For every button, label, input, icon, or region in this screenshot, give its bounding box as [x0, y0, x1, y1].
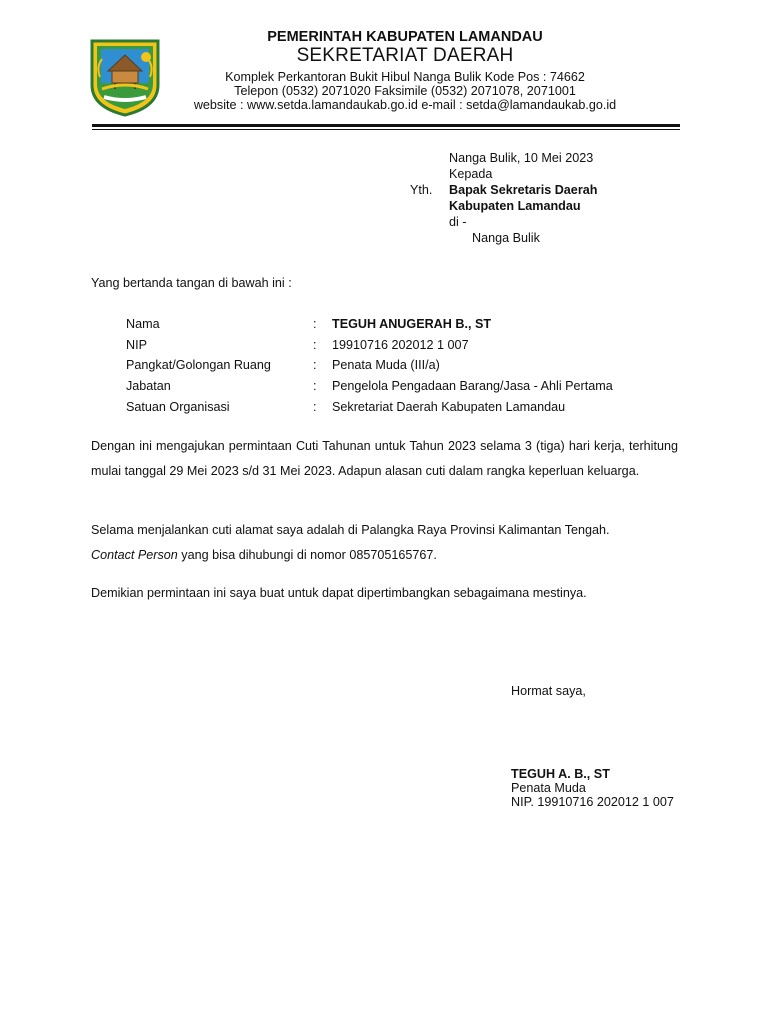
- field-colon: :: [313, 338, 317, 352]
- field-value: 19910716 202012 1 007: [332, 338, 469, 352]
- field-value: Sekretariat Daerah Kabupaten Lamandau: [332, 400, 566, 414]
- di-label: di -: [449, 215, 467, 229]
- office-address: Komplek Perkantoran Bukit Hibul Nanga Bulik Kode Pos : 74662: [225, 70, 585, 84]
- field-label: Jabatan: [126, 379, 171, 393]
- field-value: TEGUH ANUGERAH B., ST: [332, 317, 492, 331]
- field-label: Pangkat/Golongan Ruang: [126, 358, 271, 372]
- intro-text: Yang bertanda tangan di bawah ini :: [91, 276, 292, 290]
- letterhead-divider-thin: [92, 129, 680, 130]
- field-value: Pengelola Pengadaan Barang/Jasa - Ahli Pertama: [332, 379, 613, 393]
- leave-request-paragraph: Dengan ini mengajukan permintaan Cuti Tahunan untuk Tahun 2023 selama 3 (tiga) hari kerja, terhitung mulai tanggal 29 Mei 2023 s/d 31 Mei 2023. Adapun alasan cuti dalam rangka keperluan keluarga.: [91, 439, 678, 478]
- address-contact-paragraph: [91, 518, 678, 568]
- field-label: Satuan Organisasi: [126, 400, 230, 414]
- field-colon: :: [313, 358, 317, 372]
- address-sentence: Selama menjalankan cuti alamat saya adalah di Palangka Raya Provinsi Kalimantan Tengah.: [91, 523, 610, 537]
- field-label: Nama: [126, 317, 160, 331]
- contact-sentence: [91, 543, 678, 568]
- contact-number-text: yang bisa dihubungi di nomor 085705165767.: [177, 548, 437, 562]
- recipient-city: Nanga Bulik: [472, 231, 540, 245]
- field-colon: :: [313, 400, 317, 414]
- contact-person-term: Contact Person: [91, 548, 178, 562]
- recipient-office: Kabupaten Lamandau: [449, 199, 581, 213]
- gov-name: PEMERINTAH KABUPATEN LAMANDAU: [267, 29, 543, 45]
- field-label: NIP: [126, 338, 147, 352]
- to-label: Kepada: [449, 167, 493, 181]
- closing-paragraph: Demikian permintaan ini saya buat untuk dapat dipertimbangkan sebagaimana mestinya.: [91, 586, 587, 600]
- office-name: SEKRETARIAT DAERAH: [296, 45, 514, 66]
- field-colon: :: [313, 317, 317, 331]
- yth-label: Yth.: [410, 183, 433, 197]
- signatory-nip: NIP. 19910716 202012 1 007: [511, 795, 674, 809]
- office-phone: Telepon (0532) 2071020 Faksimile (0532) 2071078, 2071001: [234, 84, 576, 98]
- field-value: Penata Muda (III/a): [332, 358, 440, 372]
- office-web: website : www.setda.lamandaukab.go.id e-mail : setda@lamandaukab.go.id: [193, 98, 617, 112]
- signatory-name: TEGUH A. B., ST: [511, 767, 610, 781]
- signatory-rank: Penata Muda: [511, 781, 586, 795]
- field-colon: :: [313, 379, 317, 393]
- place-date: Nanga Bulik, 10 Mei 2023: [449, 151, 594, 165]
- recipient-title: Bapak Sekretaris Daerah: [449, 183, 598, 197]
- letterhead-divider-thick: [92, 124, 680, 127]
- closing-greeting: Hormat saya,: [511, 684, 586, 698]
